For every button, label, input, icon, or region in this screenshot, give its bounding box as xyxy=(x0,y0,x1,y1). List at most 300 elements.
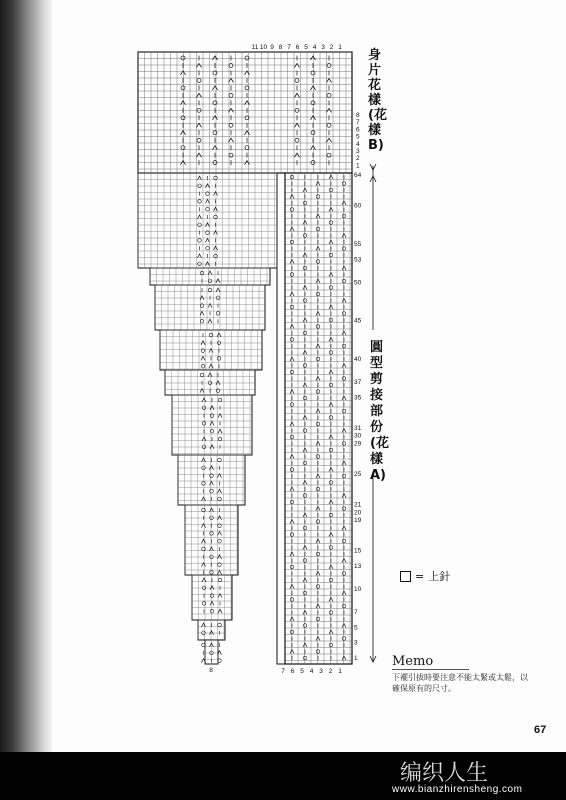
row-number: 3 xyxy=(356,148,360,155)
decrease-mark xyxy=(329,305,333,309)
decrease-mark xyxy=(290,650,294,654)
yarn-over-mark xyxy=(210,516,214,520)
decrease-mark xyxy=(316,279,320,283)
yarn-over-mark xyxy=(218,539,222,543)
row-number: 35 xyxy=(354,394,362,402)
yarn-over-mark xyxy=(202,547,206,551)
yarn-over-mark xyxy=(200,319,204,323)
yarn-over-mark xyxy=(214,215,218,219)
decrease-mark xyxy=(290,585,294,589)
yarn-over-mark xyxy=(217,341,221,345)
decrease-mark xyxy=(206,199,210,203)
yarn-over-mark xyxy=(290,208,294,212)
yarn-over-mark xyxy=(342,377,346,381)
yarn-over-mark xyxy=(202,445,206,449)
memo-title: Memo xyxy=(392,654,469,670)
decrease-mark xyxy=(197,63,202,67)
yarn-over-mark xyxy=(311,131,315,135)
decrease-mark xyxy=(316,572,320,576)
decrease-mark xyxy=(342,559,346,563)
decrease-mark xyxy=(290,357,294,361)
pattern-b-title xyxy=(368,48,387,153)
decrease-mark xyxy=(218,516,222,520)
yarn-over-mark xyxy=(316,552,320,556)
yarn-over-mark xyxy=(202,422,206,426)
decrease-mark xyxy=(210,406,214,410)
decrease-mark xyxy=(329,598,333,602)
decrease-mark xyxy=(316,377,320,381)
decrease-mark xyxy=(290,390,294,394)
row-number: 40 xyxy=(354,356,362,363)
yarn-over-mark xyxy=(290,273,294,277)
decrease-mark xyxy=(342,396,346,400)
yarn-over-mark xyxy=(208,288,212,292)
row-number: 45 xyxy=(354,317,362,325)
decrease-mark xyxy=(290,292,294,296)
decrease-mark xyxy=(342,591,346,595)
row-number: 55 xyxy=(354,241,362,248)
column-number: 7 xyxy=(281,668,285,675)
decrease-mark xyxy=(214,231,218,235)
yarn-over-mark xyxy=(198,239,202,243)
row-number: 53 xyxy=(354,256,362,264)
row-number: 50 xyxy=(354,279,362,287)
yarn-over-mark xyxy=(197,78,201,82)
decrease-mark xyxy=(218,555,222,559)
decrease-mark xyxy=(290,455,294,459)
decrease-mark xyxy=(210,631,214,635)
yarn-over-mark xyxy=(342,474,346,478)
legend-equals: = xyxy=(415,569,425,583)
yarn-over-mark xyxy=(316,292,320,296)
decrease-mark xyxy=(311,86,316,90)
yarn-over-mark xyxy=(181,116,185,120)
decrease-mark xyxy=(202,524,206,528)
decrease-mark xyxy=(229,138,234,142)
yarn-over-mark xyxy=(303,266,307,270)
decrease-mark xyxy=(303,351,307,355)
yarn-over-mark xyxy=(303,559,307,563)
decrease-mark xyxy=(316,312,320,316)
yarn-over-mark xyxy=(342,312,346,316)
yarn-over-mark xyxy=(229,123,233,127)
memo-text: 下襬引拔時要注意不能太緊或太鬆，以確保原有的尺寸。 xyxy=(392,673,528,693)
decrease-mark xyxy=(303,416,307,420)
decrease-mark xyxy=(342,461,346,465)
yarn-over-mark xyxy=(218,398,222,402)
yarn-over-mark xyxy=(290,370,294,374)
yarn-over-mark xyxy=(329,611,333,615)
yarn-over-mark xyxy=(342,247,346,251)
decrease-mark xyxy=(329,565,333,569)
yarn-over-mark xyxy=(342,604,346,608)
decrease-mark xyxy=(316,344,320,348)
yarn-over-mark xyxy=(342,214,346,218)
yarn-over-mark xyxy=(316,617,320,621)
decrease-mark xyxy=(210,586,214,590)
decrease-mark xyxy=(303,481,307,485)
column-number: 8 xyxy=(278,44,283,51)
yarn-over-mark xyxy=(290,305,294,309)
decrease-mark xyxy=(200,389,204,393)
yarn-over-mark xyxy=(342,539,346,543)
decrease-mark xyxy=(342,201,346,205)
decrease-mark xyxy=(201,356,205,360)
yarn-over-mark xyxy=(214,176,218,180)
decrease-mark xyxy=(303,546,307,550)
decrease-mark xyxy=(218,594,222,598)
decrease-mark xyxy=(303,286,307,290)
decrease-mark xyxy=(214,246,218,250)
column-number: 5 xyxy=(304,44,308,51)
decrease-mark xyxy=(327,78,332,82)
yarn-over-mark xyxy=(202,631,206,635)
decrease-mark xyxy=(311,146,316,150)
decrease-mark xyxy=(303,253,307,257)
yarn-over-mark xyxy=(316,227,320,231)
row-number: 10 xyxy=(354,586,362,593)
decrease-mark xyxy=(303,448,307,452)
decrease-mark xyxy=(316,214,320,218)
yarn-over-mark xyxy=(303,656,307,660)
yarn-over-mark xyxy=(200,373,204,377)
yarn-over-mark xyxy=(342,344,346,348)
yarn-over-mark xyxy=(229,153,233,157)
decrease-mark xyxy=(316,474,320,478)
yarn-over-mark xyxy=(303,234,307,238)
row-number: 8 xyxy=(356,112,360,119)
column-number: 3 xyxy=(319,668,323,675)
decrease-mark xyxy=(216,279,220,283)
decrease-mark xyxy=(316,539,320,543)
yarn-over-mark xyxy=(209,333,213,337)
yarn-over-mark xyxy=(295,138,299,142)
yarn-over-mark xyxy=(316,260,320,264)
yarn-over-mark xyxy=(329,546,333,550)
yarn-over-mark xyxy=(290,403,294,407)
yarn-over-mark xyxy=(316,487,320,491)
yarn-over-mark xyxy=(198,200,202,204)
yarn-over-mark xyxy=(342,442,346,446)
decrease-mark xyxy=(210,481,214,485)
decrease-mark xyxy=(342,234,346,238)
column-number: 10 xyxy=(259,44,268,51)
row-number: 5 xyxy=(356,133,360,141)
row-number: 13 xyxy=(354,563,362,570)
decrease-mark xyxy=(327,138,332,142)
yarn-over-mark xyxy=(198,184,202,188)
yarn-over-mark xyxy=(329,221,333,225)
decrease-mark xyxy=(210,421,214,425)
yarn-over-mark xyxy=(329,481,333,485)
yarn-over-mark xyxy=(229,63,233,67)
yarn-over-mark xyxy=(197,138,201,142)
yarn-over-mark xyxy=(327,93,331,97)
yarn-over-mark xyxy=(290,533,294,537)
decrease-mark xyxy=(206,262,210,266)
yarn-over-mark xyxy=(303,364,307,368)
decrease-mark xyxy=(316,247,320,251)
yarn-over-mark xyxy=(303,624,307,628)
yarn-over-mark xyxy=(316,585,320,589)
yarn-over-mark xyxy=(303,526,307,530)
yoke-step xyxy=(138,173,277,268)
decrease-mark xyxy=(303,643,307,647)
yarn-over-mark xyxy=(316,325,320,329)
yarn-over-mark xyxy=(329,286,333,290)
decrease-mark xyxy=(303,578,307,582)
yarn-over-mark xyxy=(202,482,206,486)
pattern-a-edge xyxy=(277,173,285,664)
decrease-mark xyxy=(210,466,214,470)
column-number: 3 xyxy=(321,44,325,51)
pattern-a-title-text: 圓型剪接部份(花樣A) xyxy=(370,340,389,483)
row-number: 5 xyxy=(354,624,358,632)
yoke-bottom-label: 8 xyxy=(209,667,213,674)
yarn-over-mark xyxy=(329,448,333,452)
yarn-over-mark xyxy=(213,101,217,105)
yarn-over-mark xyxy=(202,466,206,470)
decrease-mark xyxy=(209,349,213,353)
row-number: 60 xyxy=(354,202,362,210)
yarn-over-mark xyxy=(218,458,222,462)
decrease-mark xyxy=(329,500,333,504)
yarn-over-mark xyxy=(290,565,294,569)
column-number: 1 xyxy=(338,44,342,51)
decrease-mark xyxy=(290,487,294,491)
decrease-mark xyxy=(206,184,210,188)
column-number: 9 xyxy=(270,44,274,51)
decrease-mark xyxy=(303,188,307,192)
row-number: 15 xyxy=(354,547,362,555)
yarn-over-mark xyxy=(229,93,233,97)
row-number: 20 xyxy=(354,509,362,517)
yarn-over-mark xyxy=(210,429,214,433)
decrease-mark xyxy=(209,364,213,368)
column-number: 4 xyxy=(312,44,317,51)
yarn-over-mark xyxy=(316,520,320,524)
decrease-mark xyxy=(342,266,346,270)
yarn-over-mark xyxy=(290,338,294,342)
decrease-mark xyxy=(202,539,206,543)
yarn-over-mark xyxy=(316,357,320,361)
row-number: 7 xyxy=(354,609,358,616)
pattern-a-title xyxy=(370,340,389,484)
column-number: 11 xyxy=(251,44,259,51)
row-number: 37 xyxy=(354,379,362,386)
yarn-over-mark xyxy=(216,312,220,316)
row-number: 6 xyxy=(356,126,360,134)
yarn-over-mark xyxy=(290,500,294,504)
yarn-over-mark xyxy=(329,578,333,582)
decrease-mark xyxy=(303,221,307,225)
yarn-over-mark xyxy=(290,598,294,602)
chart-legend xyxy=(400,568,450,584)
yarn-over-mark xyxy=(217,357,221,361)
decrease-mark xyxy=(206,238,210,242)
row-number: 30 xyxy=(354,432,362,440)
row-number: 19 xyxy=(354,517,362,524)
yarn-over-mark xyxy=(216,296,220,300)
decrease-mark xyxy=(210,445,214,449)
yarn-over-mark xyxy=(316,390,320,394)
row-number: 3 xyxy=(354,639,358,647)
decrease-mark xyxy=(316,637,320,641)
page-number: 67 xyxy=(534,724,547,736)
yarn-over-mark xyxy=(206,246,210,250)
yarn-over-mark xyxy=(329,318,333,322)
yarn-over-mark xyxy=(202,406,206,410)
decrease-mark xyxy=(290,325,294,329)
column-number: 6 xyxy=(295,44,300,51)
decrease-mark xyxy=(311,56,316,60)
decrease-mark xyxy=(342,364,346,368)
yarn-over-mark xyxy=(342,637,346,641)
yarn-over-mark xyxy=(342,507,346,511)
yarn-over-mark xyxy=(342,182,346,186)
yarn-over-mark xyxy=(181,56,185,60)
yarn-over-mark xyxy=(329,513,333,517)
yarn-over-mark xyxy=(213,131,217,135)
decrease-mark xyxy=(311,116,316,120)
column-number: 2 xyxy=(328,668,333,675)
decrease-mark xyxy=(342,331,346,335)
yarn-over-mark xyxy=(303,591,307,595)
yarn-over-mark xyxy=(316,195,320,199)
yarn-over-mark xyxy=(329,188,333,192)
decrease-mark xyxy=(342,299,346,303)
yarn-over-mark xyxy=(202,586,206,590)
decrease-mark xyxy=(206,223,210,227)
yarn-over-mark xyxy=(329,643,333,647)
decrease-mark xyxy=(329,533,333,537)
row-number: 2 xyxy=(356,155,360,163)
decrease-mark xyxy=(208,304,212,308)
decrease-mark xyxy=(329,435,333,439)
row-number: 21 xyxy=(354,501,362,509)
decrease-mark xyxy=(197,93,202,97)
knit-stitch-symbol-icon xyxy=(400,571,411,582)
decrease-mark xyxy=(290,260,294,264)
decrease-mark xyxy=(316,442,320,446)
yarn-over-mark xyxy=(327,123,331,127)
decrease-mark xyxy=(213,56,218,60)
decrease-mark xyxy=(197,153,202,157)
decrease-mark xyxy=(218,609,222,613)
yarn-over-mark xyxy=(290,630,294,634)
decrease-mark xyxy=(214,192,218,196)
yarn-over-mark xyxy=(210,489,214,493)
row-number: 4 xyxy=(356,140,360,148)
yarn-over-mark xyxy=(218,437,222,441)
row-number: 64 xyxy=(354,172,362,179)
yarn-over-mark xyxy=(316,455,320,459)
decrease-mark xyxy=(342,624,346,628)
decrease-mark xyxy=(218,489,222,493)
yarn-over-mark xyxy=(290,240,294,244)
watermark-logo: 编织人生 xyxy=(400,761,489,786)
decrease-mark xyxy=(316,182,320,186)
pattern-b-title-text: 身片花樣(花樣B) xyxy=(368,48,387,153)
column-number: 6 xyxy=(290,668,295,675)
yarn-over-mark xyxy=(181,86,185,90)
decrease-mark xyxy=(229,78,234,82)
decrease-mark xyxy=(290,520,294,524)
yarn-over-mark xyxy=(210,555,214,559)
decrease-mark xyxy=(316,507,320,511)
yarn-over-mark xyxy=(295,78,299,82)
yarn-over-mark xyxy=(316,650,320,654)
yarn-over-mark xyxy=(327,63,331,67)
yarn-over-mark xyxy=(303,396,307,400)
decrease-mark xyxy=(214,207,218,211)
yarn-over-mark xyxy=(290,435,294,439)
row-number: 29 xyxy=(354,440,362,448)
decrease-mark xyxy=(218,531,222,535)
decrease-mark xyxy=(303,383,307,387)
decrease-mark xyxy=(342,526,346,530)
decrease-mark xyxy=(316,409,320,413)
decrease-mark xyxy=(329,338,333,342)
yoke-step xyxy=(172,395,252,455)
decrease-mark xyxy=(303,611,307,615)
decrease-mark xyxy=(329,208,333,212)
decrease-mark xyxy=(290,617,294,621)
decrease-mark xyxy=(295,63,300,67)
yarn-over-mark xyxy=(303,494,307,498)
yarn-over-mark xyxy=(206,207,210,211)
decrease-mark xyxy=(213,146,218,150)
pattern-a-strip-frame xyxy=(285,173,352,664)
decrease-mark xyxy=(329,468,333,472)
yarn-over-mark xyxy=(303,201,307,205)
yarn-over-mark xyxy=(342,279,346,283)
decrease-mark xyxy=(197,123,202,127)
decrease-mark xyxy=(303,513,307,517)
watermark-url: www.bianzhirensheng.com xyxy=(392,784,523,795)
yarn-over-mark xyxy=(214,254,218,258)
decrease-mark xyxy=(208,319,212,323)
column-number: 2 xyxy=(329,44,334,51)
decrease-mark xyxy=(181,131,186,135)
decrease-mark xyxy=(329,273,333,277)
yarn-over-mark xyxy=(202,602,206,606)
decrease-mark xyxy=(213,86,218,90)
decrease-mark xyxy=(181,101,186,105)
decrease-mark xyxy=(342,656,346,660)
yarn-over-mark xyxy=(210,571,214,575)
decrease-mark xyxy=(213,116,218,120)
decrease-mark xyxy=(295,123,300,127)
decrease-mark xyxy=(295,93,300,97)
yarn-over-mark xyxy=(208,279,212,283)
decrease-mark xyxy=(290,195,294,199)
yarn-over-mark xyxy=(329,351,333,355)
yarn-over-mark xyxy=(210,532,214,536)
yarn-over-mark xyxy=(303,331,307,335)
decrease-mark xyxy=(216,381,220,385)
decrease-mark xyxy=(290,552,294,556)
yarn-over-mark xyxy=(327,153,331,157)
yarn-over-mark xyxy=(311,101,315,105)
decrease-mark xyxy=(218,429,222,433)
decrease-mark xyxy=(290,227,294,231)
column-number: 1 xyxy=(338,668,342,675)
decrease-mark xyxy=(342,494,346,498)
decrease-mark xyxy=(218,474,222,478)
decrease-mark xyxy=(342,429,346,433)
yarn-over-mark xyxy=(303,299,307,303)
